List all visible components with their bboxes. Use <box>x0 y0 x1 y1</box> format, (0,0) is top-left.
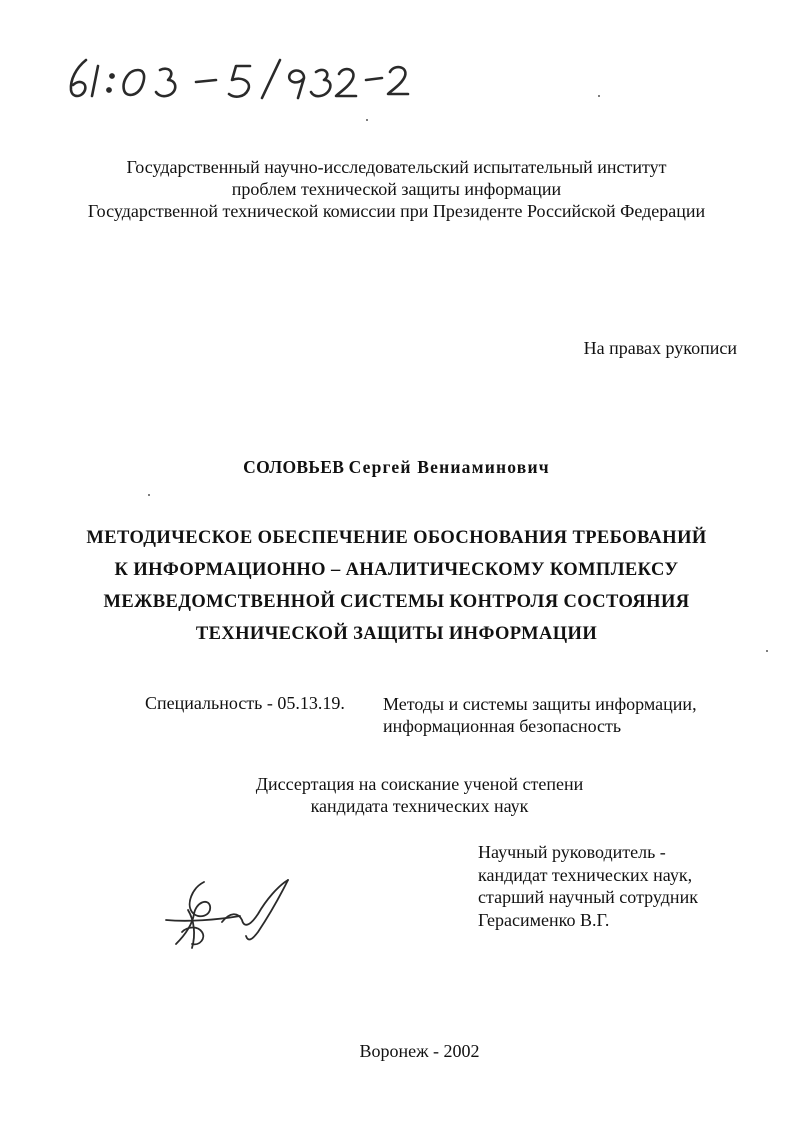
city-year: Воронеж - 2002 <box>359 1041 480 1061</box>
scan-speck <box>366 119 368 121</box>
institute-line: проблем технической защиты информации <box>231 179 562 199</box>
title-line: ТЕХНИЧЕСКОЙ ЗАЩИТЫ ИНФОРМАЦИИ <box>195 624 598 644</box>
specialty-description-line: Методы и системы защиты информации, <box>383 694 697 714</box>
author-given-names: Сергей Вениаминович <box>348 457 550 477</box>
scan-speck <box>598 95 600 97</box>
title-line: К ИНФОРМАЦИОННО – АНАЛИТИЧЕСКОМУ КОМПЛЕКСУ <box>114 560 679 580</box>
institute-line: Государственный научно-исследовательский испытательный институт <box>126 157 667 177</box>
specialty-description-line: информационная безопасность <box>383 716 622 736</box>
title-line: МЕЖВЕДОМСТВЕННОЙ СИСТЕМЫ КОНТРОЛЯ СОСТОЯНИЯ <box>103 592 690 612</box>
archive-code-handwriting <box>58 52 418 104</box>
scan-speck <box>766 650 768 652</box>
rights-note: На правах рукописи <box>583 338 737 358</box>
supervisor-line: старший научный сотрудник <box>478 887 698 907</box>
degree-line: кандидата технических наук <box>310 796 529 816</box>
author-surname: СОЛОВЬЕВ <box>243 457 345 477</box>
degree-statement <box>0 773 793 817</box>
degree-line: Диссертация на соискание ученой степени <box>255 774 584 794</box>
title-line: МЕТОДИЧЕСКОЕ ОБЕСПЕЧЕНИЕ ОБОСНОВАНИЯ ТРЕБОВАНИЙ <box>86 528 707 548</box>
supervisor-block <box>478 841 698 931</box>
supervisor-line: кандидат технических наук, <box>478 864 693 885</box>
author-name <box>0 457 793 478</box>
institute-line: Государственной технической комиссии при Президенте Российской Федерации <box>87 201 706 221</box>
specialty-description <box>383 693 697 737</box>
scan-speck <box>148 494 150 496</box>
supervisor-line: Герасименко В.Г. <box>478 909 610 930</box>
author-signature <box>158 876 298 952</box>
specialty-label: Специальность - 05.13.19. <box>145 693 345 713</box>
supervisor-line: Научный руководитель - <box>478 842 666 862</box>
institute-header <box>0 156 793 222</box>
dissertation-title <box>0 522 793 650</box>
